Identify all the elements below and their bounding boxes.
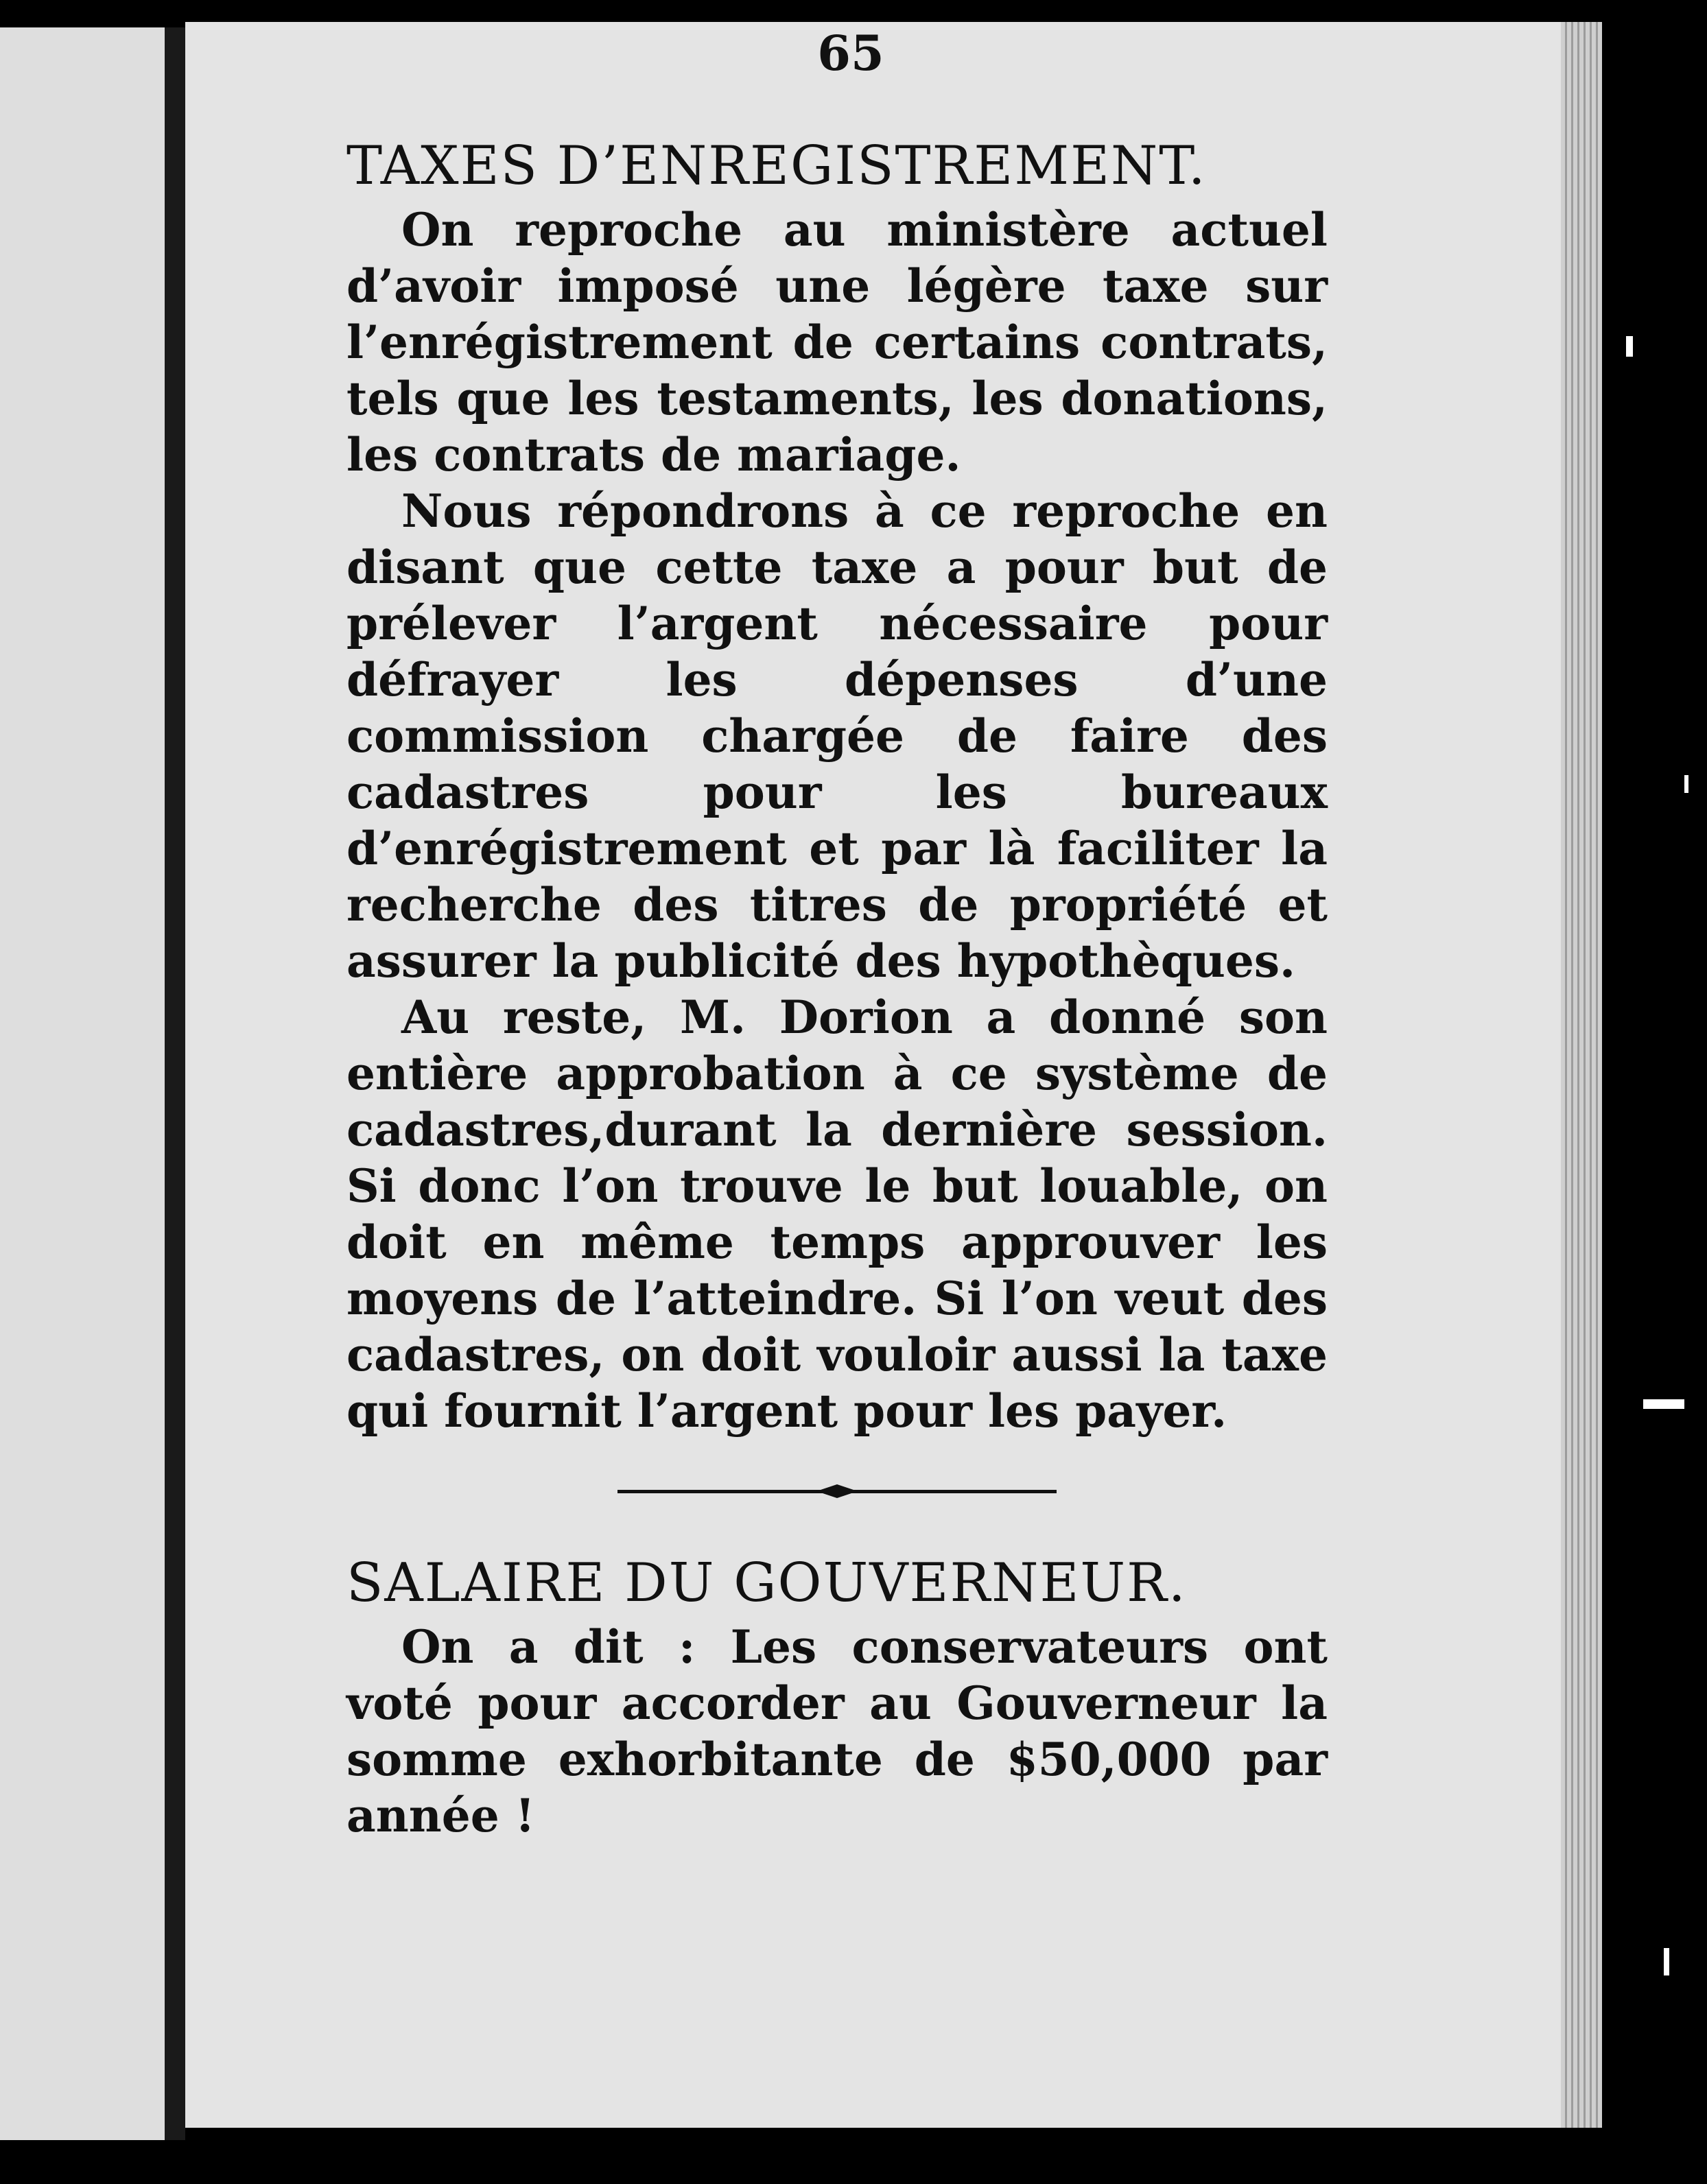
section-divider [617, 1483, 1057, 1499]
paragraph: On reproche au ministère actuel d’avoir imposé une légère taxe sur l’enrégistrement de certains contrats, tels que les testaments, les donations, les contrats de mariage. [346, 203, 1328, 482]
scan-speck [1626, 336, 1633, 357]
scan-speck [1643, 1399, 1684, 1409]
section-heading-taxes: TAXES D’ENREGISTREMENT. [346, 135, 1207, 197]
section-heading-salaire: SALAIRE DU GOUVERNEUR. [346, 1552, 1187, 1614]
page-number: 65 [817, 25, 884, 82]
page-edges [1561, 22, 1602, 2128]
divider-ornament [816, 1484, 858, 1498]
paragraph: Au reste, M. Dorion a donné son entière approbation à ce système de cadastres,durant la dernière session. Si donc l’on trouve le but louable, on doit en même temps approuver les moyens de l’atteindre. Si l’on veut des cadastres, on doit vouloir aussi la taxe qui fournit l’argent pour les payer. [346, 990, 1328, 1438]
page-content [346, 130, 1328, 1844]
scan-speck [1684, 775, 1688, 793]
scan-speck [1664, 1948, 1669, 1975]
paragraph: On a dit : Les conservateurs ont voté pour accorder au Gouverneur la somme exhorbitante de $50,000 par année ! [346, 1620, 1328, 1842]
facing-page [0, 27, 165, 2140]
book-gutter [165, 27, 185, 2140]
paragraph: Nous répondrons à ce reproche en disant que cette taxe a pour but de prélever l’argent nécessaire pour défrayer les dépenses d’une commission chargée de faire des cadastres pour les bureaux d’enrégistrement et par là faciliter la recherche des titres de propriété et assurer la publicité des hypothèques. [346, 484, 1328, 988]
